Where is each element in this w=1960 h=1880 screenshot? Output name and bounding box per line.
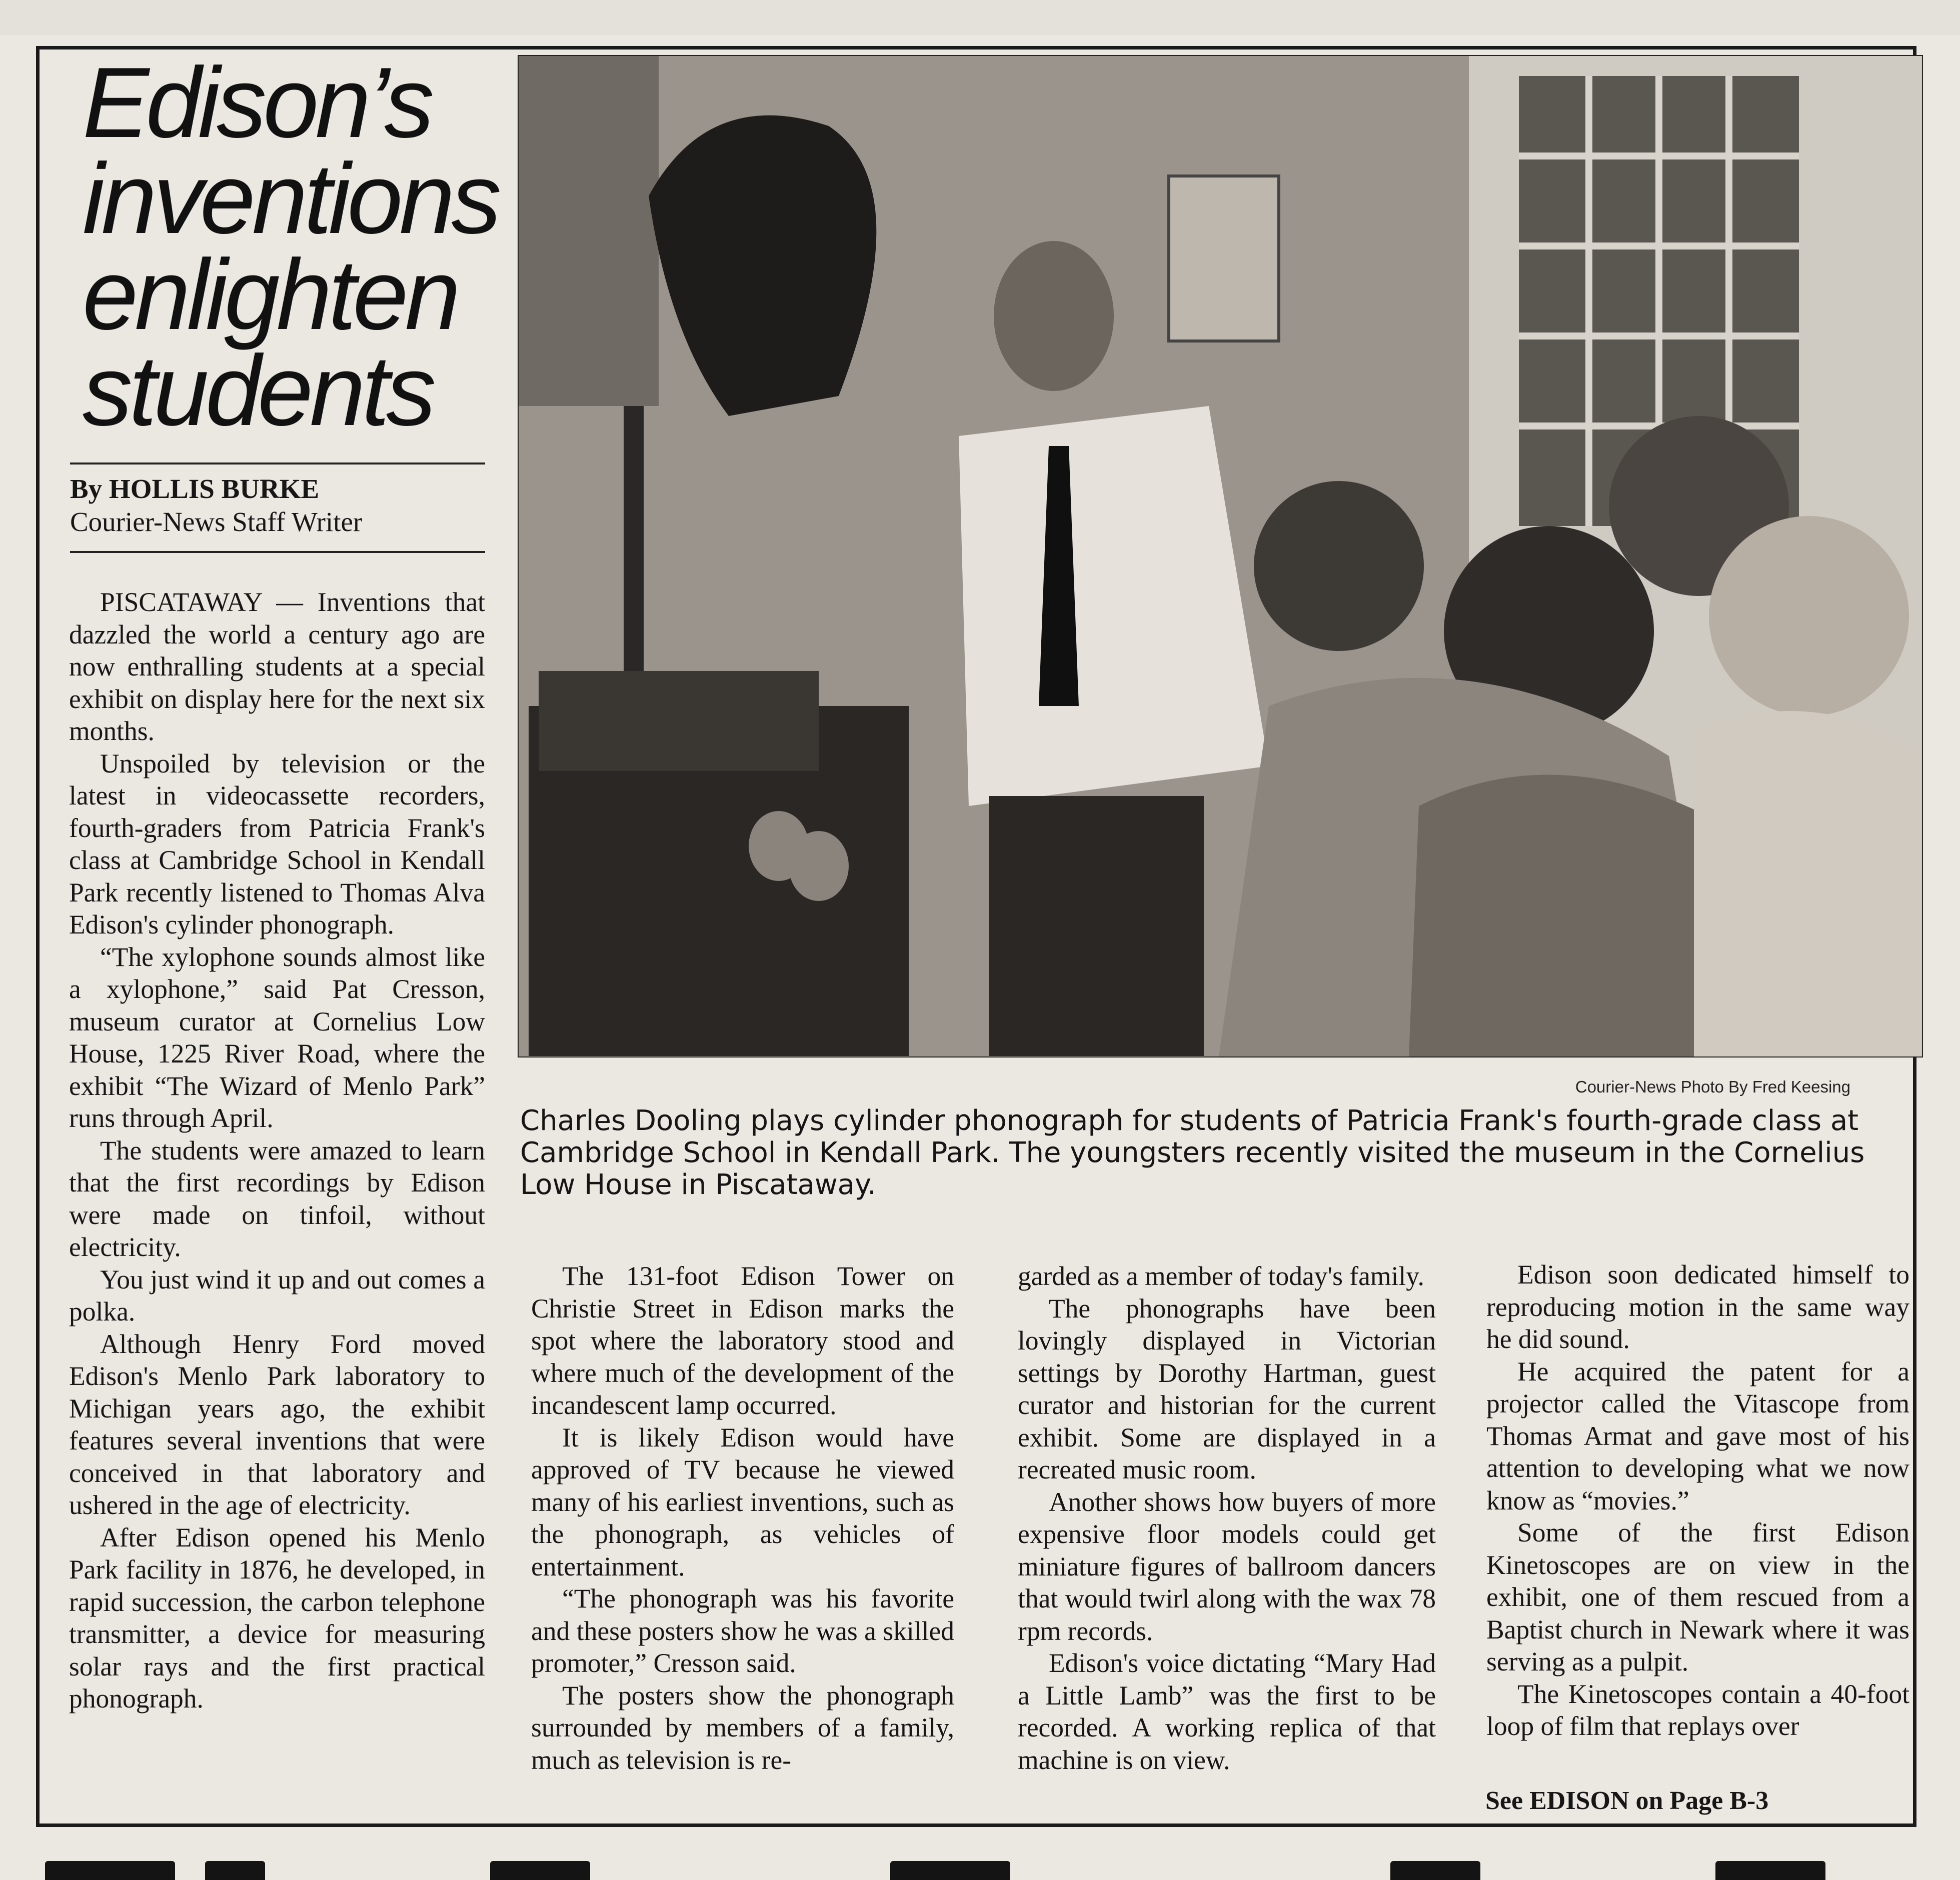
next-headline-fragment: [40, 1856, 1920, 1880]
paragraph: The Kinetoscopes contain a 40-foot loop of film that replays over: [1486, 1678, 1909, 1741]
news-photo: [518, 55, 1923, 1058]
paragraph: Another shows how buyers of more expensive floor models could get miniature figures of ballroom dancers that would twirl along with the wax 78 rpm records.: [1018, 1486, 1436, 1646]
paragraph: Although Henry Ford moved Edison's Menlo Park laboratory to Michigan years ago, the exhibit features several inventions that were conceived in that laboratory and ushered in the age of electricity.: [69, 1328, 485, 1520]
paragraph: Unspoiled by television or the latest in videocassette recorders, fourth-graders from Patricia Frank's class at Cambridge School in Kendall Park recently listened to Thomas Alva Edison's cylinder phonograph.: [69, 748, 485, 940]
paragraph: Edison soon dedicated himself to reproducing motion in the same way he did sound.: [1486, 1260, 1909, 1354]
photo-caption: Charles Dooling plays cylinder phonograph for students of Patricia Frank's fourth-grade class at Cambridge School in Kendall Park. The youngsters recently visited the museum in the Cornelius Low House in Piscataway.: [520, 1104, 1865, 1201]
photo-illustration: [519, 56, 1922, 1056]
paragraph: “The phonograph was his favorite and these posters show he was a skilled promoter,” Cresson said.: [531, 1584, 954, 1678]
photo-credit: Courier-News Photo By Fred Keesing: [1575, 1078, 1850, 1096]
paragraph: The phonographs have been lovingly displayed in Victorian settings by Dorothy Hartman, guest curator and historian for the current exhibit. Some are displayed in a recreated music room.: [1018, 1293, 1436, 1484]
paragraph: “The xylophone sounds almost like a xylophone,” said Pat Cresson, museum curator at Cornelius Low House, 1225 River Road, where the exhibit “The Wizard of Menlo Park” runs through April.: [69, 942, 485, 1133]
headline-line: students: [83, 335, 433, 446]
article-column-4: [1486, 1258, 1909, 1742]
adjacent-page-strip: [0, 0, 1960, 35]
paragraph: It is likely Edison would have approved of TV because he viewed many of his earliest inventions, such as the phonograph, as vehicles of entertainment.: [531, 1422, 954, 1582]
article-column-2: [531, 1260, 954, 1776]
headline-line: enlighten: [83, 239, 457, 350]
headline-line: Edison’s: [83, 47, 431, 158]
byline-bottom-rule: [70, 551, 485, 553]
article-column-1: [69, 586, 485, 1715]
paragraph: He acquired the patent for a projector called the Vitascope from Thomas Armat and gave most of his attention to developing what we now know as “movies.”: [1486, 1356, 1909, 1516]
headline-line: inventions: [83, 143, 498, 254]
byline: [70, 472, 485, 538]
paragraph: The students were amazed to learn that the first recordings by Edison were made on tinfoil, without electricity.: [69, 1135, 485, 1262]
jump-line: See EDISON on Page B-3: [1485, 1786, 1769, 1815]
paragraph: After Edison opened his Menlo Park facility in 1876, he developed, in rapid succession, the carbon telephone transmitter, a device for measuring solar rays and the first practical phonograph.: [69, 1522, 485, 1714]
byline-title: Courier-News Staff Writer: [70, 506, 363, 537]
paragraph: You just wind it up and out comes a polka.: [69, 1264, 485, 1326]
paragraph: Some of the first Edison Kinetoscopes are on view in the exhibit, one of them rescued from a Baptist church in Newark where it was serving as a pulpit.: [1486, 1518, 1909, 1676]
paragraph: The 131-foot Edison Tower on Christie Street in Edison marks the spot where the laboratory stood and where much of the development of the incandescent lamp occurred.: [531, 1261, 954, 1420]
byline-top-rule: [70, 462, 485, 464]
paragraph: Edison's voice dictating “Mary Had a Little Lamb” was the first to be recorded. A working replica of that machine is on view.: [1018, 1648, 1436, 1775]
paragraph: The posters show the phonograph surrounded by members of a family, much as television is re-: [531, 1680, 954, 1775]
paragraph: PISCATAWAY — Inventions that dazzled the world a century ago are now enthralling students at a special exhibit on display here for the next six months.: [69, 587, 485, 746]
byline-author: By HOLLIS BURKE: [70, 474, 320, 504]
article-column-3: [1018, 1260, 1436, 1776]
headline: [83, 47, 513, 446]
paragraph-continuation: garded as a member of today's family.: [1018, 1261, 1424, 1291]
